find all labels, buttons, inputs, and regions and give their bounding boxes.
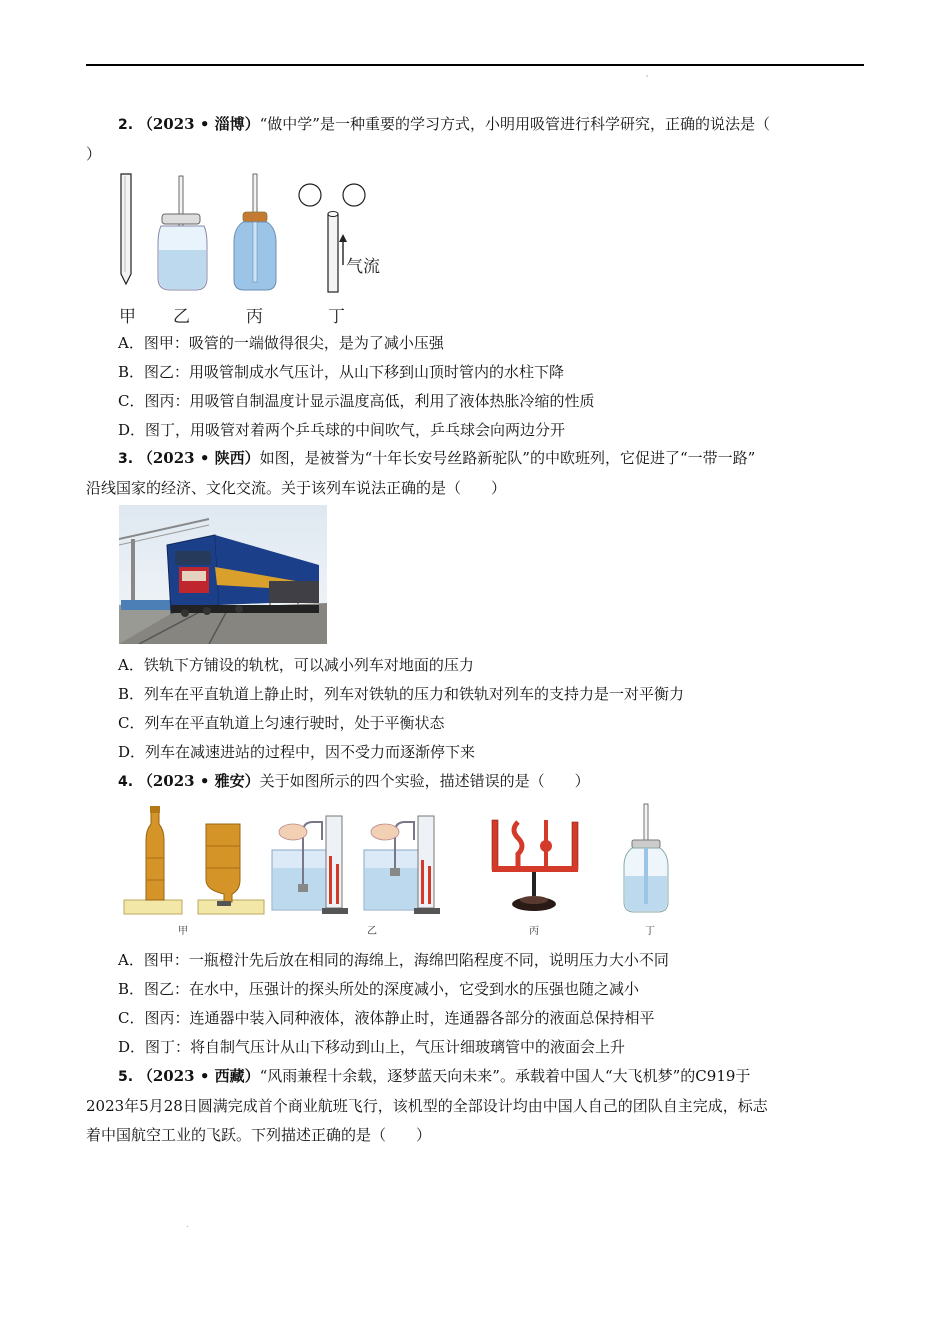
four-experiments-figure (118, 800, 678, 922)
question-text: 关于如图所示的四个实验，描述错误的是（ ） (259, 772, 590, 790)
question-2-stem (86, 110, 866, 169)
figure-label-ding: 丁 (645, 926, 655, 937)
hand-icon (371, 824, 399, 840)
question-source: （2023 • 陕西） (137, 449, 260, 467)
question-source: （2023 • 西藏） (137, 1067, 260, 1085)
figure-ding-barometer (624, 804, 668, 912)
figure-jia-straw (121, 174, 131, 284)
figure-label-jia: 甲 (178, 926, 188, 937)
figure-label-bing: 丙 (529, 926, 539, 937)
question-text-cont: 着中国航空工业的飞跃。下列描述正确的是（ ） (86, 1126, 432, 1144)
header-rule (86, 64, 864, 66)
ping-pong-ball-left (299, 184, 321, 206)
option-b: B．图乙：用吸管制成水气压计，从山下移到山顶时管内的水柱下降 (118, 363, 565, 381)
bottom-mark: . (186, 1220, 189, 1229)
option-a: A．图甲：一瓶橙汁先后放在相同的海绵上，海绵凹陷程度不同，说明压力大小不同 (118, 951, 669, 969)
question-number: 2. (118, 117, 134, 133)
corner-mark: ' (646, 74, 649, 83)
figure-label-bing: 丙 (246, 307, 263, 327)
question-source: （2023 • 淄博） (137, 115, 260, 133)
figure-bing-connected-vessels (492, 820, 578, 911)
option-b: B．图乙：在水中，压强计的探头所处的深度减小，它受到水的压强也随之减小 (118, 980, 640, 998)
question-5-stem (86, 1062, 866, 1150)
question-number: 4. (118, 774, 134, 790)
airflow-label: 气流 (346, 257, 380, 277)
figure-label-ding: 丁 (328, 307, 345, 327)
option-d: D．图丁，用吸管对着两个乒乓球的中间吹气，乒乓球会向两边分开 (118, 421, 566, 439)
question-source: （2023 • 雅安） (137, 772, 260, 790)
question-text: 如图，是被誉为“十年长安号丝路新驼队”的中欧班列，它促进了“一带一路” (259, 449, 756, 467)
figure-yi-water-barometer (158, 176, 207, 290)
question-number: 3. (118, 451, 134, 467)
question-text: “风雨兼程十余载，逐梦蓝天向未来”。承载着中国人“大飞机梦”的C919于 (259, 1067, 751, 1085)
question-4-stem (86, 767, 866, 797)
question-text-cont: ） (86, 145, 102, 163)
question-number: 5. (118, 1069, 134, 1085)
option-c: C．列车在平直轨道上匀速行驶时，处于平衡状态 (118, 714, 445, 732)
ping-pong-ball-right (343, 184, 365, 206)
figure-yi-pressure-gauges (272, 816, 440, 914)
option-a: A．图甲：吸管的一端做得很尖，是为了减小压强 (118, 334, 444, 352)
figure-label-yi: 乙 (367, 926, 377, 937)
option-c: C．图丙：连通器中装入同种液体，液体静止时，连通器各部分的液面总保持相平 (118, 1009, 655, 1027)
hand-icon (279, 824, 307, 840)
figure-bing-thermometer (234, 174, 276, 290)
figure-jia-juice-bottles (124, 806, 264, 914)
question-text-cont: 2023年5月28日圆满完成首个商业航班飞行，该机型的全部设计均由中国人自己的团队自主完成，标志 (86, 1097, 768, 1115)
option-a: A．铁轨下方铺设的轨枕，可以减小列车对地面的压力 (118, 656, 474, 674)
figure-label-yi: 乙 (173, 307, 190, 327)
figure-label-jia: 甲 (119, 307, 136, 327)
question-text-cont: 沿线国家的经济、文化交流。关于该列车说法正确的是（ ） (86, 479, 507, 497)
option-b: B．列车在平直轨道上静止时，列车对铁轨的压力和铁轨对列车的支持力是一对平衡力 (118, 685, 685, 703)
option-d: D．图丁：将自制气压计从山下移动到山上，气压计细玻璃管中的液面会上升 (118, 1038, 626, 1056)
question-text: “做中学”是一种重要的学习方式，小明用吸管进行科学研究，正确的说法是（ (259, 115, 770, 133)
train-photo (119, 505, 327, 644)
question-3-stem (86, 444, 866, 503)
option-c: C．图丙：用吸管自制温度计显示温度高低，利用了液体热胀冷缩的性质 (118, 392, 595, 410)
option-d: D．列车在减速进站的过程中，因不受力而逐渐停下来 (118, 743, 476, 761)
